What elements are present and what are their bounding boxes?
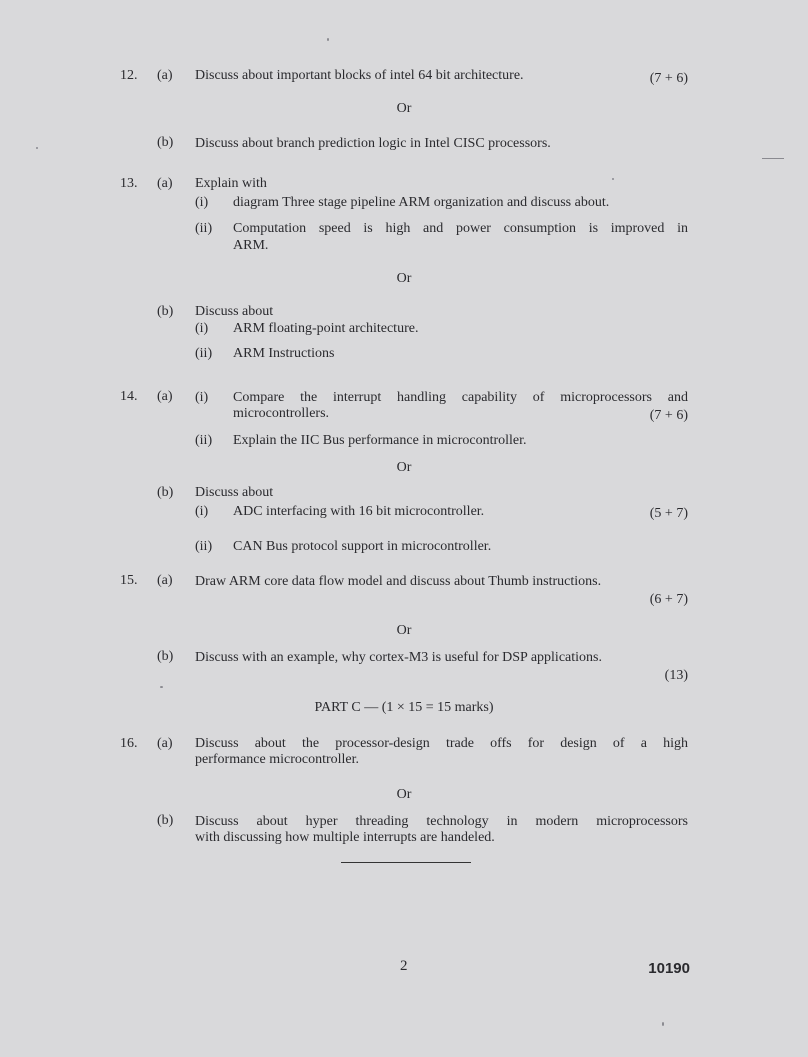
subpart-label: (i) [195, 321, 209, 336]
or-separator: Or [396, 271, 412, 286]
question-text: Discuss about [195, 304, 274, 319]
question-text: Discuss about hyper threading technology in modern microprocessors [195, 814, 688, 829]
or-separator: Or [396, 460, 412, 475]
subpart-text: microcontrollers. [233, 406, 330, 421]
question-text: Discuss about [195, 485, 274, 500]
question-number: 15. [120, 573, 138, 588]
question-number: 12. [120, 68, 138, 83]
subpart-text: CAN Bus protocol support in microcontroller. [233, 539, 492, 554]
question-text: performance microcontroller. [195, 752, 360, 767]
subpart-label: (ii) [195, 433, 213, 448]
part-label: (a) [157, 68, 173, 83]
subpart-label: (i) [195, 390, 209, 405]
part-label: (b) [157, 649, 174, 664]
or-separator: Or [396, 101, 412, 116]
part-label: (a) [157, 736, 173, 751]
subpart-text: diagram Three stage pipeline ARM organization and discuss about. [233, 195, 610, 210]
part-label: (b) [157, 135, 174, 150]
question-text: Draw ARM core data flow model and discuss about Thumb instructions. [195, 574, 602, 589]
marks: (7 + 6) [649, 71, 688, 86]
question-text: Discuss about branch prediction logic in Intel CISC processors. [195, 136, 551, 151]
subpart-text: ARM floating-point architecture. [233, 321, 419, 336]
scan-speck [160, 686, 163, 688]
subpart-text: ARM. [233, 238, 269, 253]
question-text: Discuss about the processor-design trade offs for design of a high [195, 736, 688, 751]
question-number: 16. [120, 736, 138, 751]
scan-speck [612, 178, 614, 180]
or-separator: Or [396, 787, 412, 802]
part-label: (b) [157, 485, 174, 500]
part-label: (b) [157, 304, 174, 319]
marks: (5 + 7) [649, 506, 688, 521]
scan-speck [762, 158, 784, 159]
subpart-text: Compare the interrupt handling capability of microprocessors and [233, 390, 688, 405]
question-text: Explain with [195, 176, 267, 191]
or-separator: Or [396, 623, 412, 638]
part-label: (b) [157, 813, 174, 828]
marks: (13) [664, 668, 688, 683]
marks: (6 + 7) [649, 592, 688, 607]
question-text: Discuss about important blocks of intel 64 bit architecture. [195, 68, 524, 83]
scan-speck [327, 38, 329, 41]
part-label: (a) [157, 573, 173, 588]
scan-speck [36, 147, 38, 149]
part-c-heading: PART C — (1 × 15 = 15 marks) [314, 700, 494, 715]
subpart-label: (ii) [195, 221, 213, 236]
part-label: (a) [157, 176, 173, 191]
question-number: 14. [120, 389, 138, 404]
subpart-text: Explain the IIC Bus performance in microcontroller. [233, 433, 527, 448]
subpart-text: ADC interfacing with 16 bit microcontroller. [233, 504, 485, 519]
end-rule [341, 862, 471, 863]
paper-code: 10190 [648, 960, 690, 977]
subpart-label: (ii) [195, 539, 213, 554]
page-number: 2 [400, 958, 408, 974]
subpart-text: ARM Instructions [233, 346, 335, 361]
question-text: Discuss with an example, why cortex-M3 is useful for DSP applications. [195, 650, 602, 665]
question-text: with discussing how multiple interrupts are handeled. [195, 830, 495, 845]
scan-speck [662, 1022, 664, 1026]
subpart-label: (i) [195, 195, 209, 210]
marks: (7 + 6) [649, 408, 688, 423]
subpart-label: (i) [195, 504, 209, 519]
subpart-label: (ii) [195, 346, 213, 361]
subpart-text: Computation speed is high and power consumption is improved in [233, 221, 688, 236]
part-label: (a) [157, 389, 173, 404]
question-number: 13. [120, 176, 138, 191]
